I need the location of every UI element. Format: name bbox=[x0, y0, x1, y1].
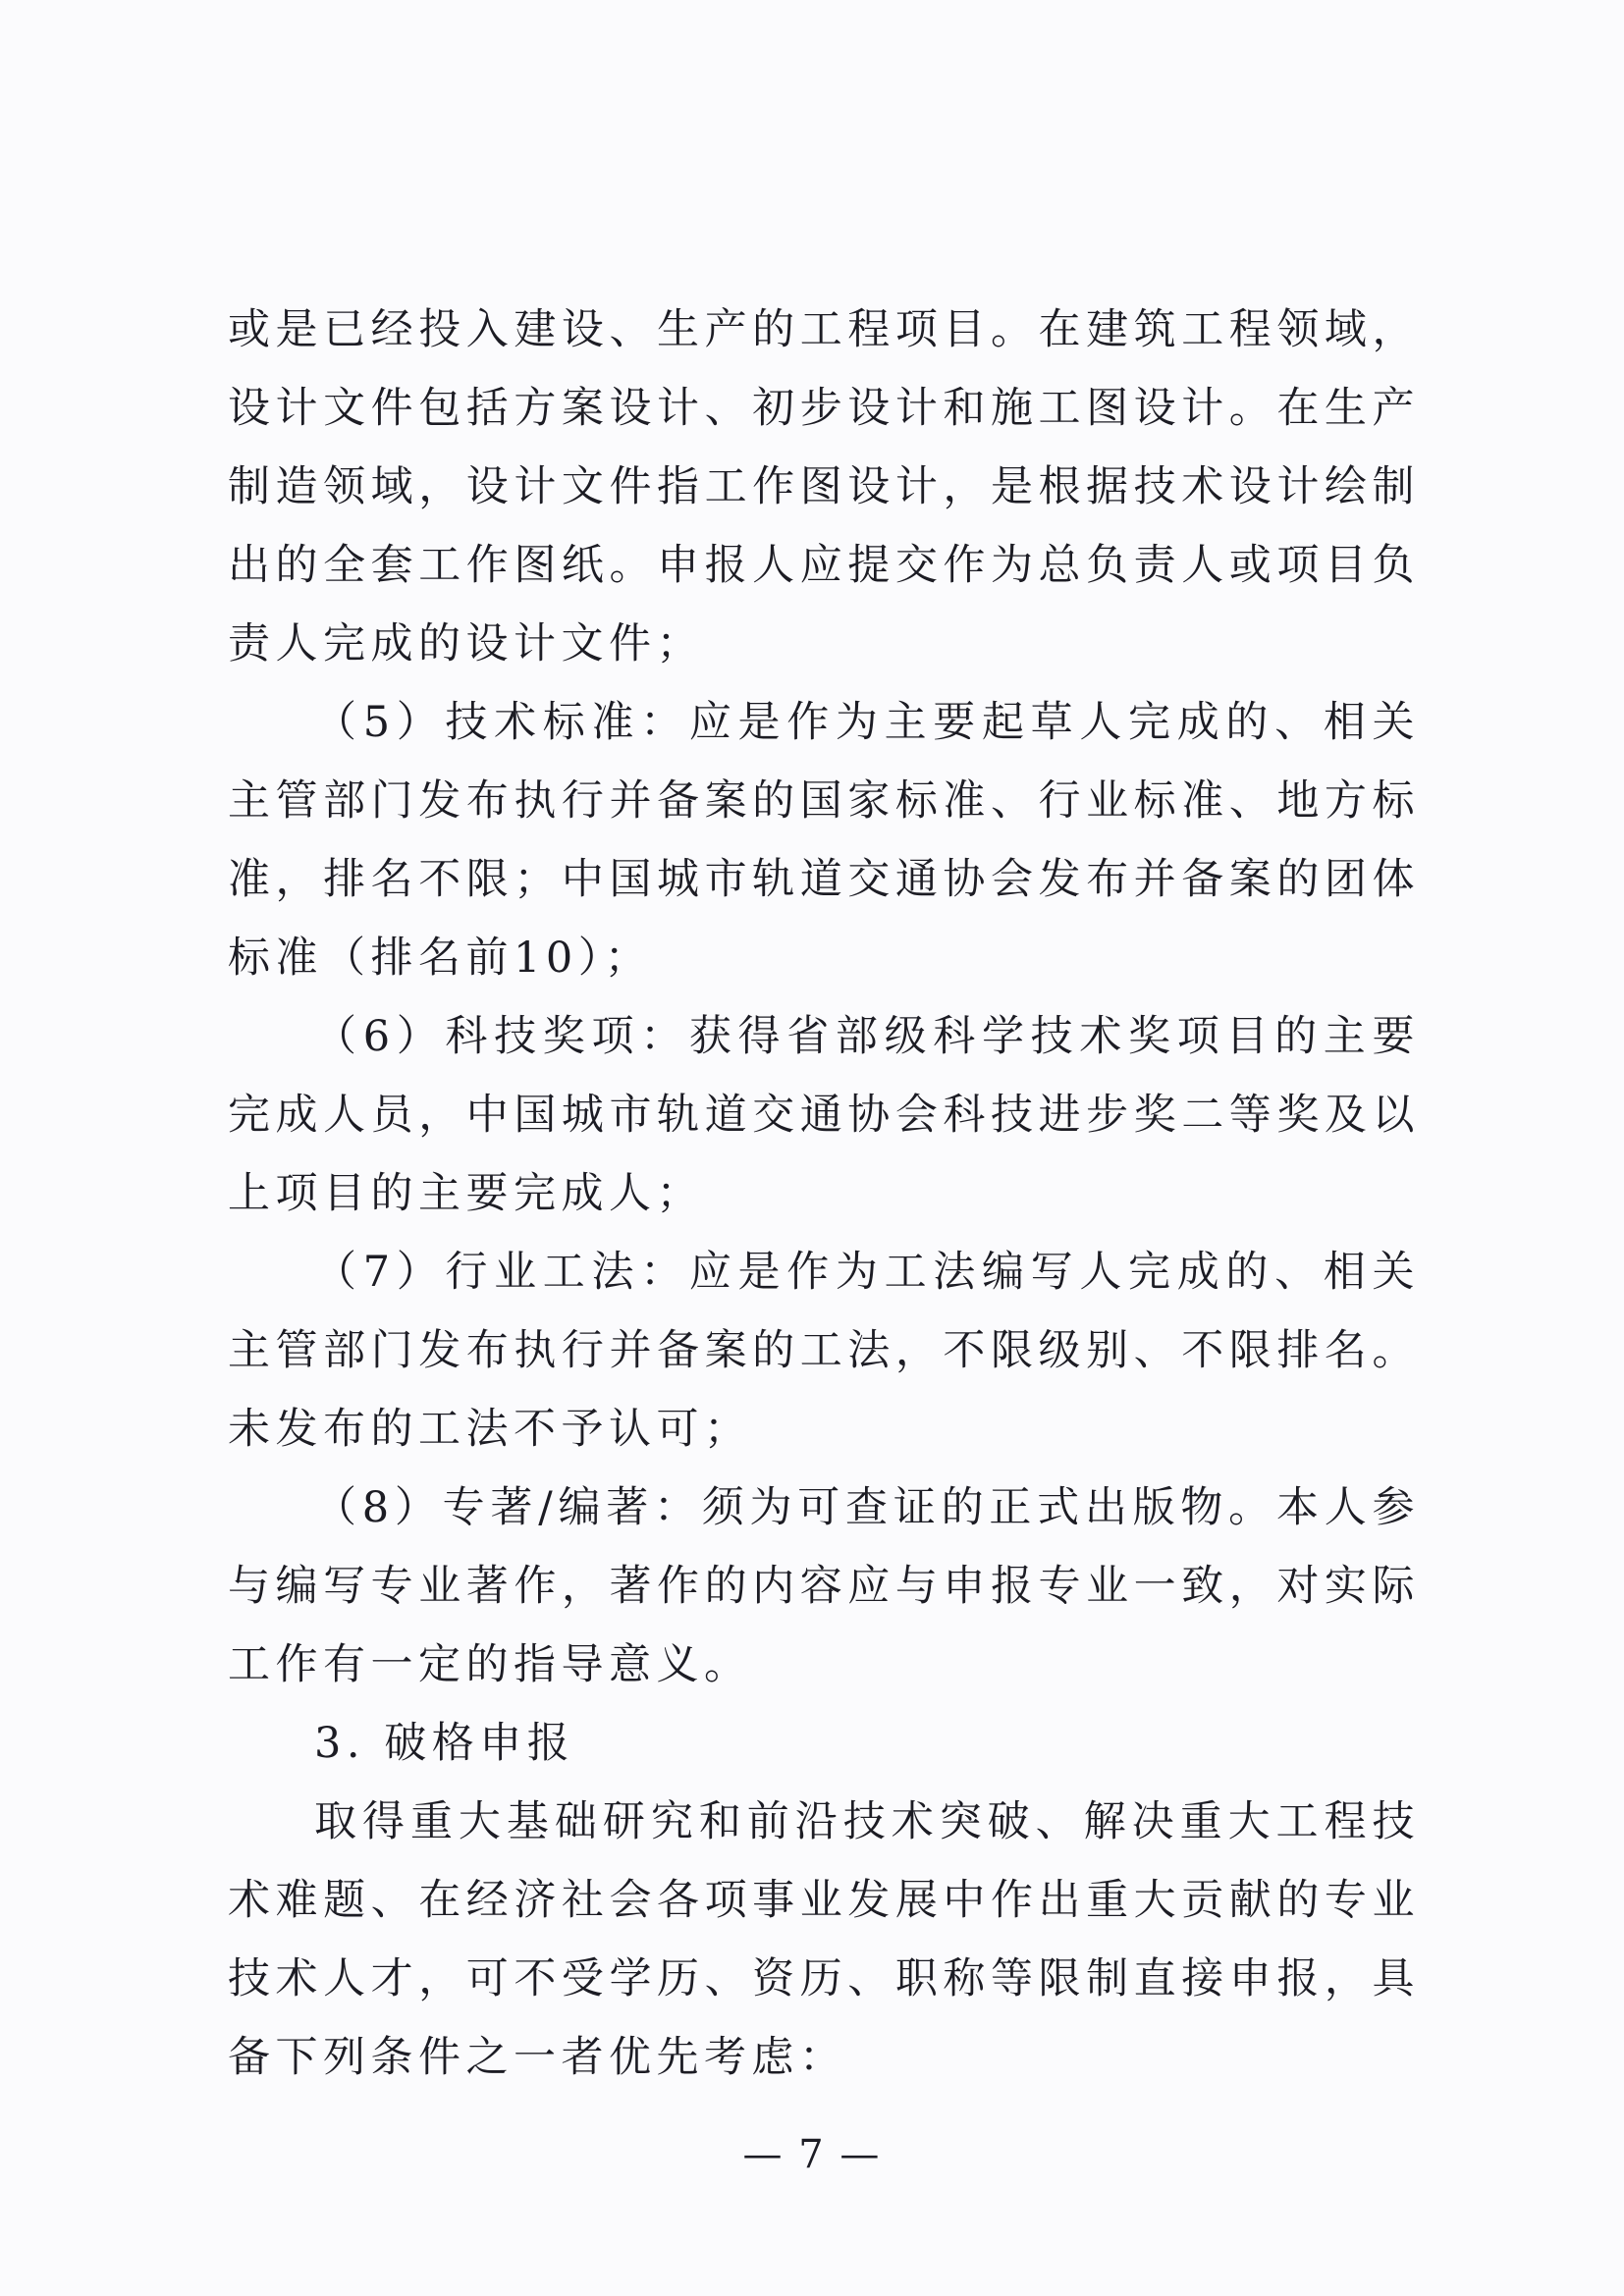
paragraph-technical-standards: （5）技术标准：应是作为主要起草人完成的、相关主管部门发布执行并备案的国家标准、行业标准、地方标准，排名不限；中国城市轨道交通协会发布并备案的团体标准（排名前10）； bbox=[228, 698, 1420, 983]
paragraph-technology-awards: （6）科技奖项：获得省部级科学技术奖项目的主要完成人员，中国城市轨道交通协会科技进步奖二等奖及以上项目的主要完成人； bbox=[228, 1012, 1420, 1218]
body-text bbox=[228, 291, 1420, 2097]
paragraph-exceptional-application: 取得重大基础研究和前沿技术突破、解决重大工程技术难题、在经济社会各项事业发展中作出重大贡献的专业技术人才，可不受学历、资历、职称等限制直接申报，具备下列条件之一者优先考虑： bbox=[228, 1797, 1420, 2082]
paragraph-design-documents: 或是已经投入建设、生产的工程项目。在建筑工程领域，设计文件包括方案设计、初步设计和施工图设计。在生产制造领域，设计文件指工作图设计，是根据技术设计绘制出的全套工作图纸。申报人应提交作为总负责人或项目负责人完成的设计文件； bbox=[228, 305, 1420, 668]
paragraph-industry-methods: （7）行业工法：应是作为工法编写人完成的、相关主管部门发布执行并备案的工法，不限级别、不限排名。未发布的工法不予认可； bbox=[228, 1248, 1420, 1454]
paragraph-monographs: （8）专著/编著：须为可查证的正式出版物。本人参与编写专业著作，著作的内容应与申报专业一致，对实际工作有一定的指导意义。 bbox=[228, 1483, 1420, 1689]
page-number: — 7 — bbox=[742, 2132, 882, 2177]
section-heading-exceptional-application: 3. 破格申报 bbox=[314, 1719, 575, 1768]
